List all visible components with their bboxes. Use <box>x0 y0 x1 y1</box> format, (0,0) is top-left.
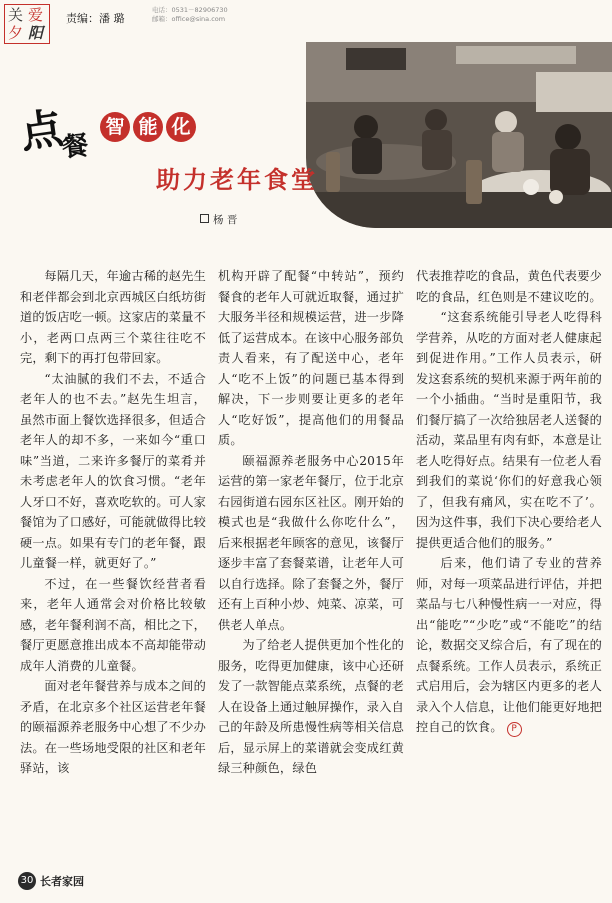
end-mark-icon: P <box>507 722 522 737</box>
title-circle-hua: 化 <box>166 112 196 142</box>
title-circle-neng: 能 <box>133 112 163 142</box>
paragraph-text: 后来，他们请了专业的营养师，对每一项菜品进行评估，并把菜品与七八种慢性病一一对应，得出“能吃”“少吃”或“不能吃”的结论，数据交叉综合后，有了现在的点餐系统。工作人员表示，系统正式启用后，会为辖区内更多的老人录入个人信息，让他们能更好地把控自己的饮食。 <box>416 556 602 734</box>
article-column-2 <box>218 266 404 779</box>
paragraph: 面对老年餐营养与成本之间的矛盾，在北京多个社区运营老年餐的颐福源养老服务中心想了不少办法。在一些场地受限的社区和老年驿站，该 <box>20 679 206 775</box>
column-logo <box>4 4 52 46</box>
paragraph-last <box>416 553 602 738</box>
canteen-photo-image <box>306 42 612 228</box>
paragraph: “这套系统能引导老人吃得科学营养，从吃的方面对老人健康起到促进作用。”工作人员表示，研发这套系统的契机来源于两年前的一个小插曲。“当时是重阳节，我们餐厅搞了一次给独居老人送餐的活动，菜品里有肉有虾，本意是让老人吃得好点。结果有一位老人看到我们的菜说‘你们的好意我心领了，但我有痛风，实在吃不了’。因为这件事，我们下决心要给老人提供更适合他们的服务。” <box>416 310 602 550</box>
paragraph: 机构开辟了配餐“中转站”，预约餐食的老年人可就近取餐，通过扩大服务半径和规模运营，进一步降低了运营成本。在该中心服务部负责人看来，有了配送中心，老年人“吃不上饭”的问题已基本得到解决，下一步则要让更多的老年人“吃好饭”，提高他们的用餐品质。 <box>218 269 404 447</box>
paragraph: “太油腻的我们不去，不适合老年人的也不去。”赵先生坦言，虽然市面上餐饮选择很多，但适合老年人的却不多，一来如今“重口味”当道，二来许多餐厅的菜肴并未考虑老年人的饮食习惯。“老年人牙口不好，喜欢吃软的。可人家餐馆为了口感好，可能就做得比较硬一点。如果有专门的老年餐，跟儿童餐一样，就更好了。” <box>20 371 206 570</box>
magazine-name: 长者家园 <box>40 875 84 888</box>
paragraph: 不过，在一些餐饮经营者看来，老年人通常会对价格比较敏感，老年餐利润不高，相比之下，餐厅更愿意推出成本不高却能带动成年人消费的儿童餐。 <box>20 576 206 673</box>
article-column-1 <box>20 266 206 779</box>
paragraph: 每隔几天，年逾古稀的赵先生和老伴都会到北京西城区白纸坊街道的饭店吃一顿。这家店的菜量不小，老两口点两三个菜往往吃不完，剩下的再打包带回家。 <box>20 269 206 365</box>
contact-email: 邮箱：office@sina.com <box>152 15 226 23</box>
paragraph: 颐福源养老服务中心2015年运营的第一家老年餐厅，位于北京右园街道右园东区社区。刚开始的模式也是“我做什么你吃什么”，后来根据老年顾客的意见，该餐厅逐步丰富了套餐菜谱，让老年人可以自行选择。除了套餐之外，餐厅还有上百种小炒、炖菜、凉菜，可供老人单点。 <box>218 453 404 632</box>
title-circles <box>100 112 196 142</box>
title-char-can: 餐 <box>60 130 90 164</box>
contact-info <box>152 6 228 24</box>
article-column-3 <box>416 266 602 738</box>
author-name: 杨 晋 <box>213 214 238 226</box>
canteen-photo <box>306 42 612 228</box>
logo-char-ai: 爱 <box>28 6 44 24</box>
contact-phone: 电话：0531－82906730 <box>152 6 228 14</box>
paragraph: 为了给老人提供更加个性化的服务，吃得更加健康，该中心还研发了一款智能点菜系统，点餐的老人在设备上通过触屏操作，录入自己的年龄及所患慢性病等相关信息后，显示屏上的菜谱就会变成红黄绿三种颜色，绿色 <box>218 638 404 775</box>
paragraph: 代表推荐吃的食品，黄色代表要少吃的食品，红色则是不建议吃的。 <box>416 269 602 304</box>
author-byline <box>200 212 237 227</box>
editor-credit: 责编：潘 璐 <box>66 12 125 25</box>
byline-square-icon <box>200 214 209 223</box>
page-number: 30 <box>18 872 36 890</box>
logo-char-xi: 夕 <box>8 24 24 42</box>
article-subtitle: 助力老年食堂 <box>156 165 318 194</box>
logo-char-guan: 关 <box>8 6 24 24</box>
title-circle-zhi: 智 <box>100 112 130 142</box>
title-char-dian: 点 <box>17 103 66 158</box>
logo-char-yang: 阳 <box>28 24 44 42</box>
